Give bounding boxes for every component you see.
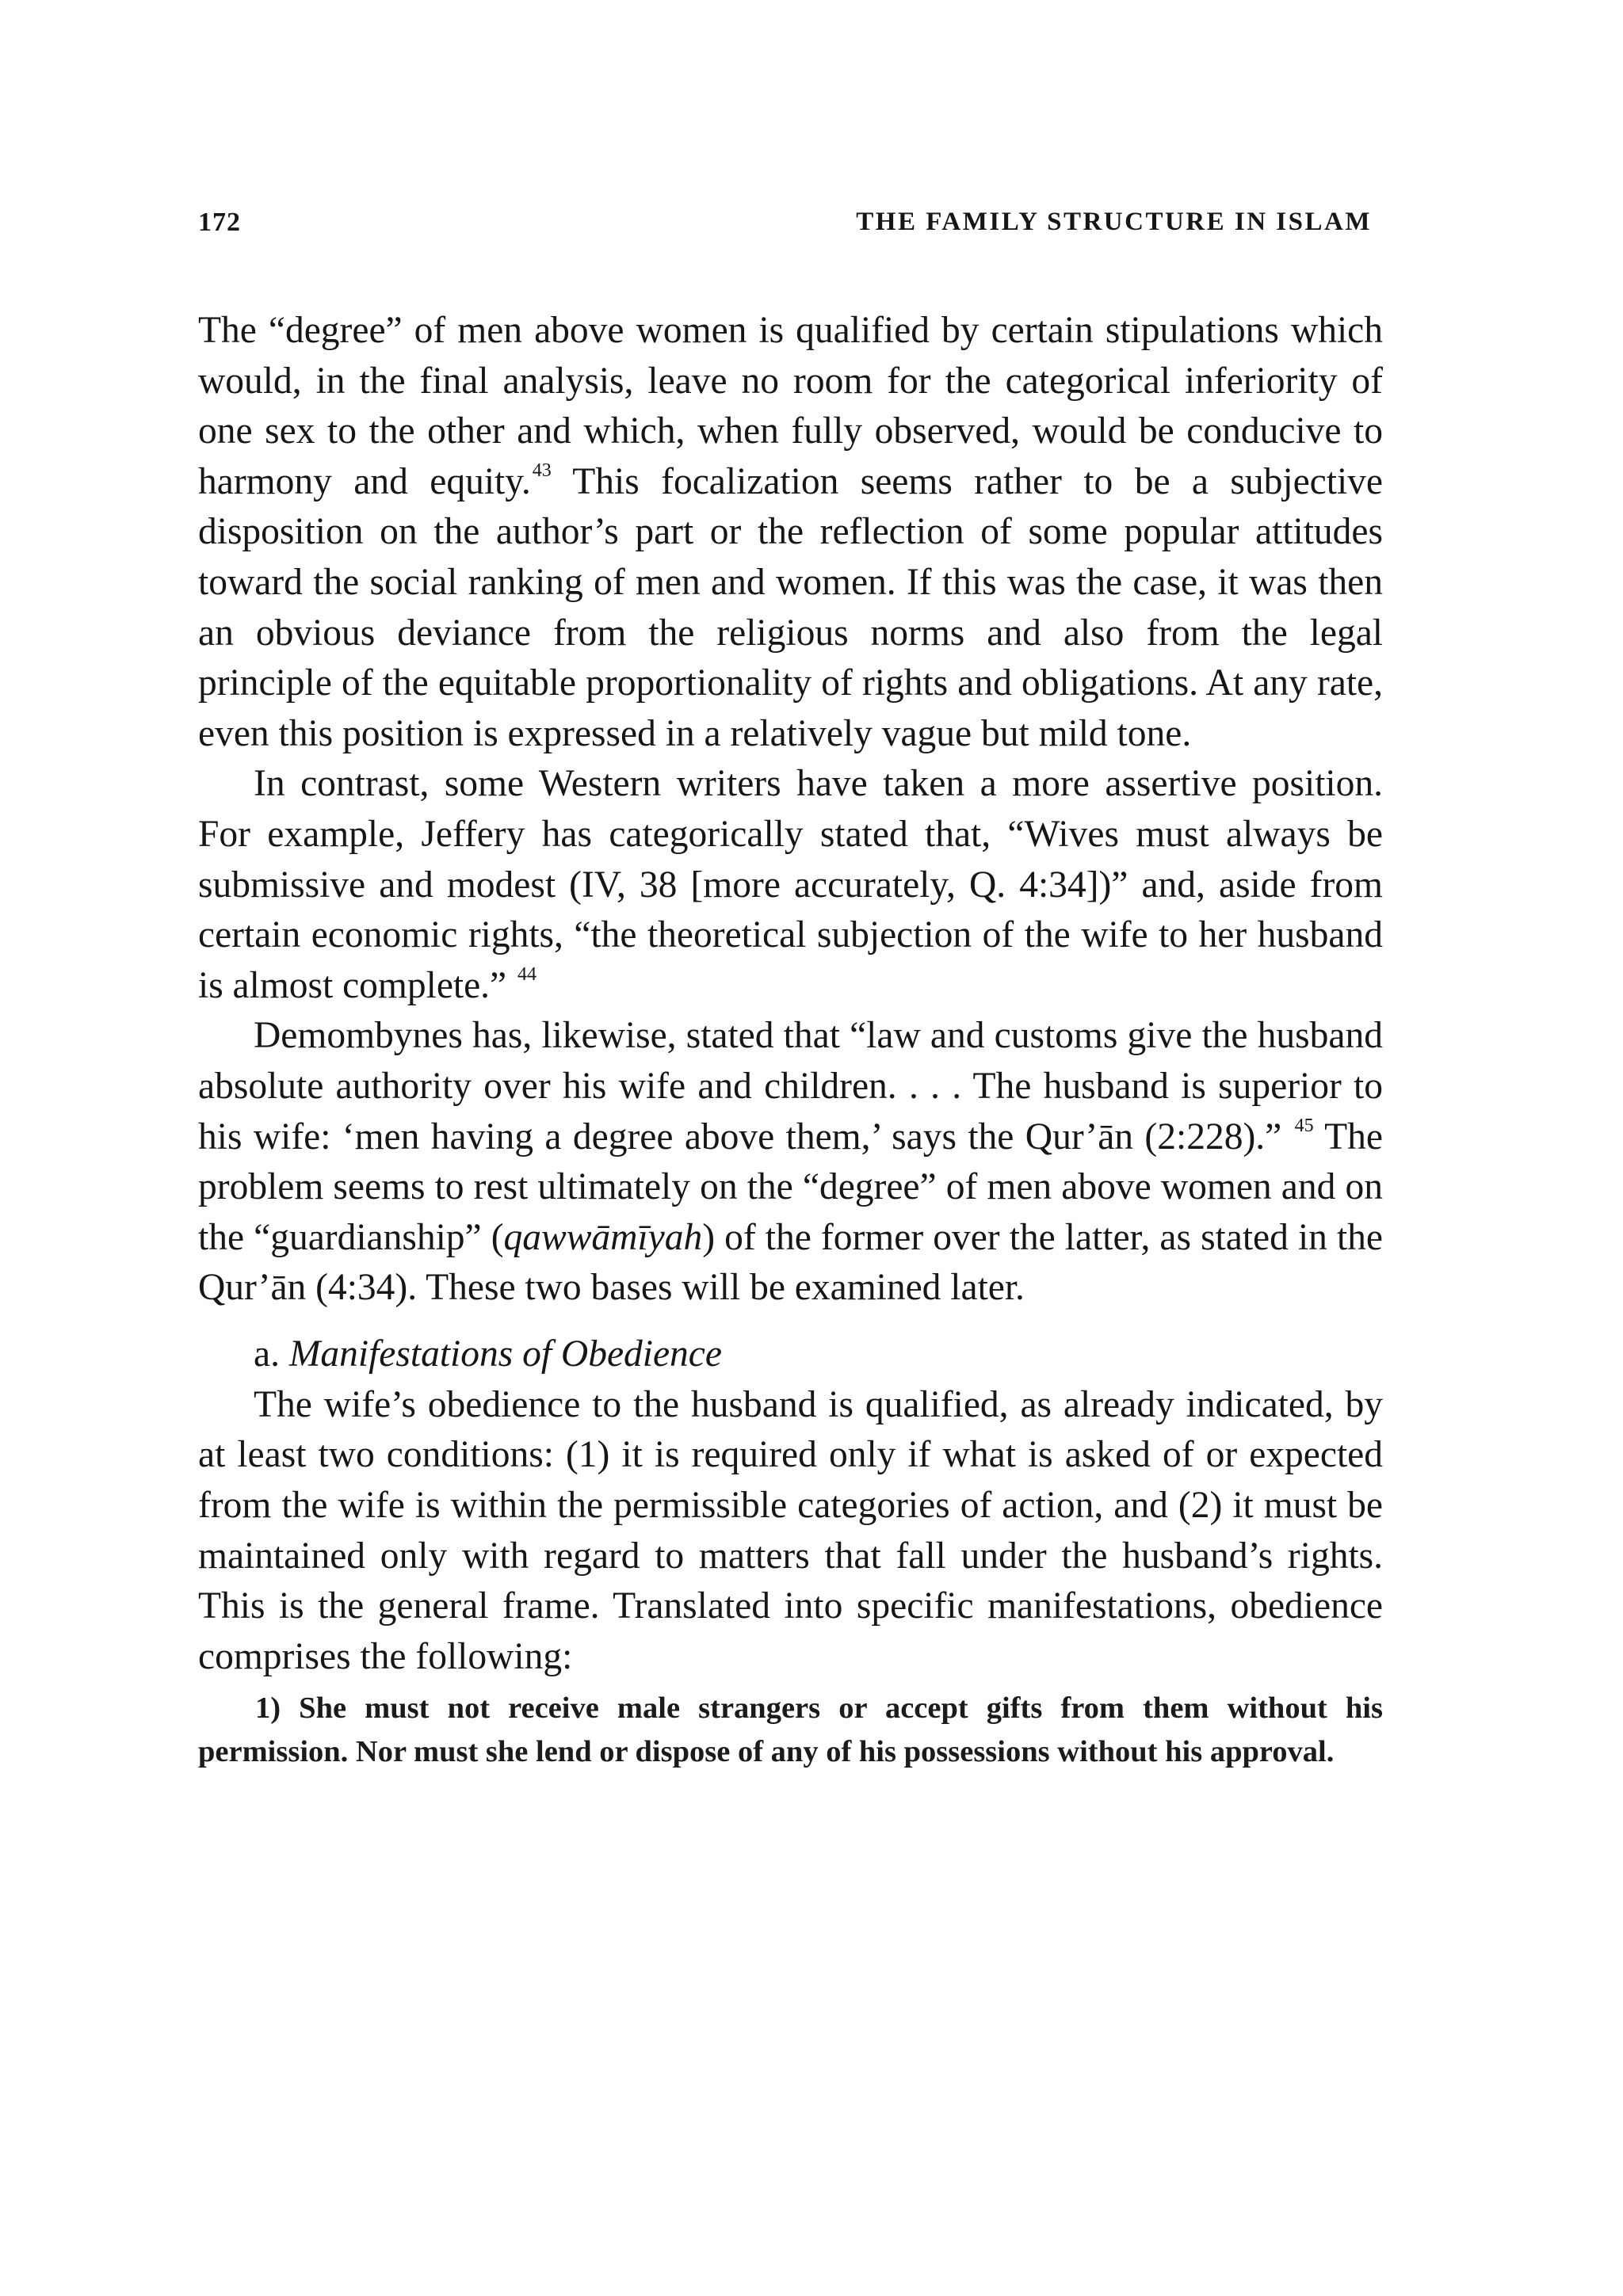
running-head — [198, 208, 1383, 247]
subheading-letter: a. — [254, 1333, 280, 1375]
transliterated-term: qawwāmīyah — [503, 1216, 703, 1258]
subheading-title: Manifestations of Obedience — [288, 1333, 722, 1375]
paragraph-demombynes — [198, 1011, 1383, 1314]
footnote-ref-43: 43 — [532, 460, 552, 481]
paragraph-text: The wife’s obedience to the husband is qualified, as already indicated, by at least two conditions: (1) it is required only if what is asked of or expected from the wife is within the permissible categories of action, and (2) it must be maintained only with regard to matters that fall under the husband’s rights. This is the general frame. Translated into specific manifestations, obedience comprises the following: — [198, 1383, 1383, 1677]
footnote-ref-44: 44 — [517, 963, 537, 985]
book-page — [198, 208, 1383, 2236]
paragraph-obedience-conditions — [198, 1380, 1383, 1683]
paragraph-text: This focalization seems rather to be a subjective disposition on the author’s part or the reflection of some popular attitudes toward the social ranking of men and women. If this was the case, it was then an obvious deviance from the religious norms and also from the legal principle of the equitable proportionality of rights and obligations. At any rate, even this position is expressed in a relatively vague but mild tone. — [198, 460, 1383, 754]
page-number: 172 — [198, 208, 241, 237]
paragraph-text: In contrast, some Western writers have taken a more assertive position. For example, Jeffery has categorically stated that, “Wives must always be submissive and modest (IV, 38 [more accurately, Q. 4:34])” and, aside from certain economic rights, “the theoretical subjection of the wife to her husband is almost complete.” — [198, 763, 1383, 1006]
footnote-ref-45: 45 — [1294, 1115, 1314, 1136]
paragraph-text: The “degree” of men above women is qualified by certain stipulations which would, in the final analysis, leave no room for the categorical inferiority of one sex to the other and which, when fully observed, would be conducive to harmony and equity. — [198, 310, 1383, 502]
list-item-1: 1) She must not receive male strangers or accept gifts from them without his permission. Nor must she lend or dispose of any of his possessions without his approval. — [198, 1691, 1383, 1769]
section-subheading — [198, 1328, 1383, 1380]
paragraph-text: The problem seems to rest ultimately on the “degree” of men above women and on the “guardianship” ( — [198, 1116, 1383, 1258]
paragraph-western-writers — [198, 759, 1383, 1011]
body-text — [198, 306, 1383, 1774]
running-title: THE FAMILY STRUCTURE IN ISLAM — [856, 208, 1372, 236]
paragraph-degree-qualified — [198, 306, 1383, 759]
paragraph-text: ) of the former over the latter, as stated in the Qur’ān (4:34). These two bases will be examined later. — [198, 1216, 1383, 1309]
paragraph-text: Demombynes has, likewise, stated that “law and customs give the husband absolute authority over his wife and children. . . . The husband is superior to his wife: ‘men having a degree above them,’ says the Qur’ān (2:228).” — [198, 1015, 1383, 1158]
